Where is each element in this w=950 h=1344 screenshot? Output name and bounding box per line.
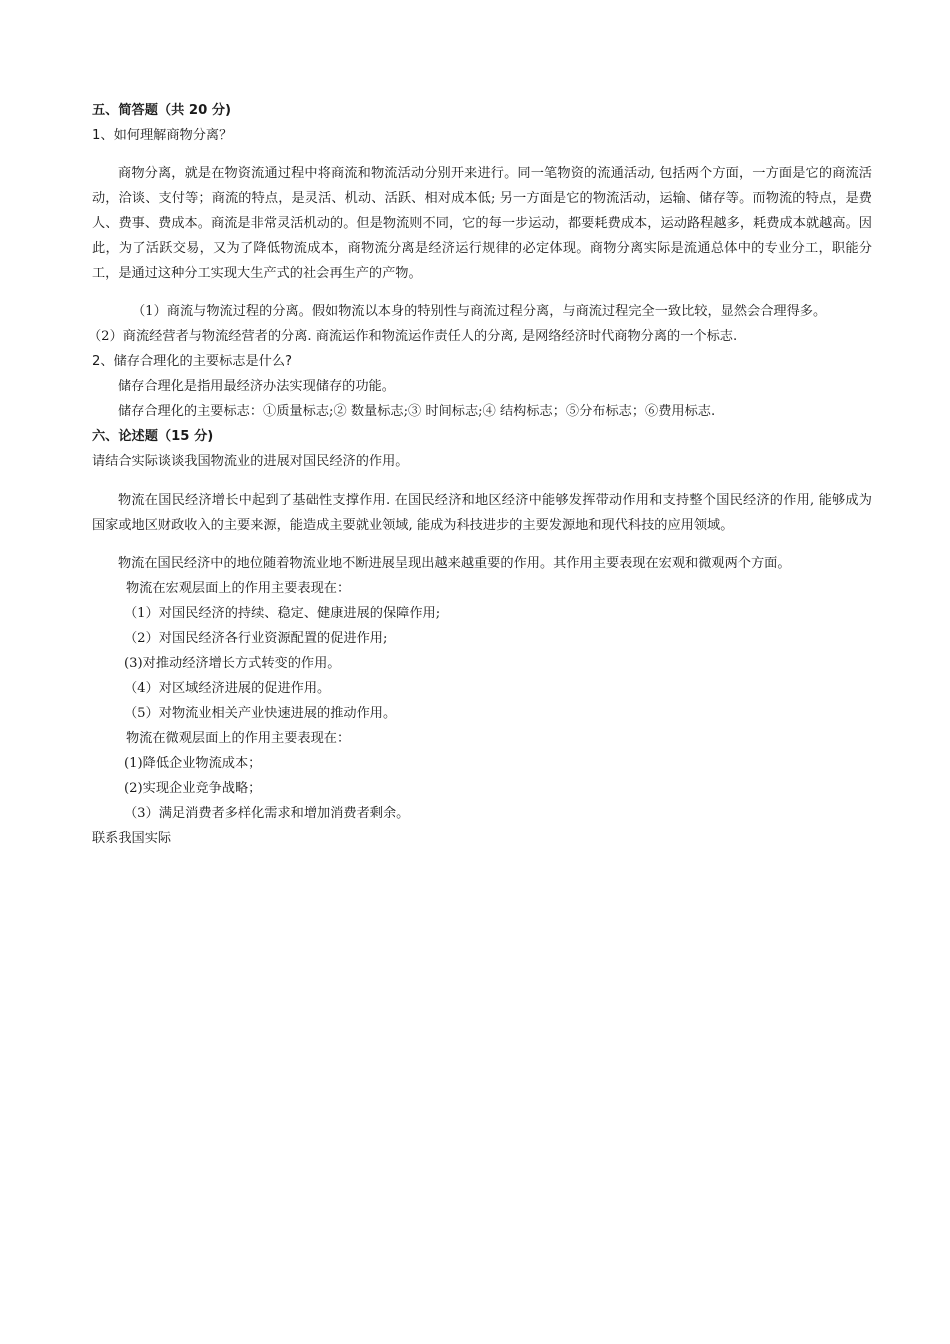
question-1-answer-paragraph: 商物分离，就是在物资流通过程中将商流和物流活动分别开来进行。同一笔物资的流通活动, 包括两个方面，一方面是它的商流活动，洽谈、支付等；商流的特点，是灵活、机动、活跃、相对成本低; 另一方面是它的物流活动，运输、储存等。而物流的特点，是费人、费事、费成本。商流是非常灵活机动的。但是物流则不同，它的每一步运动，都要耗费成本，运动路程越多，耗费成本就越高。因此，为了活跃交易，又为了降低物流成本，商物流分离是经济运行规律的必定体现。商物分离实际是流通总体中的专业分工，职能分工，是通过这种分工实现大生产式的社会再生产的产物。 <box>92 166 872 282</box>
micro-role-title: 物流在微观层面上的作用主要表现在： <box>126 730 351 746</box>
micro-role-item-1: (1)降低企业物流成本； <box>124 755 262 771</box>
section-5-heading: 五、简答题（共 20 分) <box>92 103 232 118</box>
macro-role-title: 物流在宏观层面上的作用主要表现在： <box>126 580 351 596</box>
macro-role-item-1: （1）对国民经济的持续、稳定、健康进展的保障作用; <box>124 605 441 621</box>
macro-role-item-5: （5）对物流业相关产业快速进展的推动作用。 <box>124 705 397 721</box>
question-2-title: 2、储存合理化的主要标志是什么? <box>92 354 293 370</box>
question-2-answer-definition: 储存合理化是指用最经济办法实现储存的功能。 <box>118 379 395 395</box>
macro-role-item-2: （2）对国民经济各行业资源配置的促进作用; <box>124 630 388 646</box>
essay-paragraph-2: 物流在国民经济中的地位随着物流业地不断进展呈现出越来越重要的作用。其作用主要表现在宏观和微观两个方面。 <box>118 555 791 571</box>
essay-prompt: 请结合实际谈谈我国物流业的进展对国民经济的作用。 <box>92 454 409 470</box>
question-2-answer-indicators: 储存合理化的主要标志：①质量标志;② 数量标志;③ 时间标志;④ 结构标志；⑤分布标志；⑥费用标志. <box>118 404 716 420</box>
section-6-heading: 六、论述题（15 分) <box>92 429 214 445</box>
question-1-point-1: （1）商流与物流过程的分离。假如物流以本身的特别性与商流过程分离，与商流过程完全一致比较，显然会合理得多。 <box>132 304 827 320</box>
macro-role-item-4: （4）对区域经济进展的促进作用。 <box>124 680 331 696</box>
micro-role-item-2: (2)实现企业竞争战略； <box>124 780 262 796</box>
macro-role-item-3: (3)对推动经济增长方式转变的作用。 <box>124 655 341 671</box>
essay-closing: 联系我国实际 <box>92 830 172 846</box>
document-page <box>88 98 872 851</box>
micro-role-item-3: （3）满足消费者多样化需求和增加消费者剩余。 <box>124 805 410 821</box>
question-1-point-2: （2）商流经营者与物流经营者的分离. 商流运作和物流运作责任人的分离, 是网络经济时代商物分离的一个标志. <box>88 329 738 345</box>
essay-paragraph-1: 物流在国民经济增长中起到了基础性支撑作用. 在国民经济和地区经济中能够发挥带动作用和支持整个国民经济的作用, 能够成为国家或地区财政收入的主要来源，能造成主要就业领域, 能成为科技进步的主要发源地和现代科技的应用领域。 <box>92 492 872 533</box>
question-1-title: 1、如何理解商物分离？ <box>92 128 233 143</box>
